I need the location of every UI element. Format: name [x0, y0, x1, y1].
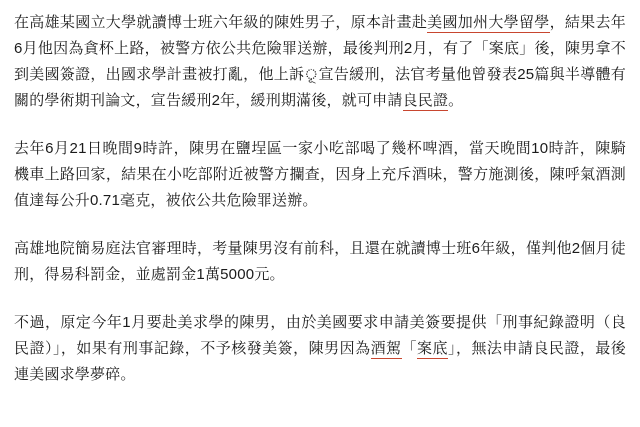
paragraph-text: 。 [448, 92, 464, 109]
paragraph-text: 去年6月21日晚間9時許，陳男在鹽埕區一家小吃部喝了幾杯啤酒，當天晚間10時許，陳騎機車上路回家，結果在小吃部附近被警方攔查，因身上充斥酒味，警方施測後，陳呼氣酒測值達每公升0.71毫克，被依公共危險罪送辦。 [14, 140, 626, 209]
paragraph [14, 10, 626, 114]
paragraph [14, 310, 626, 388]
inline-link[interactable]: 美國加州大學留學 [427, 14, 550, 31]
paragraph [14, 236, 626, 288]
paragraph-text: 不過，原定今年1月要赴美求學的陳男，由於美國要求申請美簽要提供「刑事紀錄證明（良民證）」，如果有刑事記錄，不予核發美簽，陳男因為 [14, 314, 626, 357]
paragraph-text: 「 [401, 340, 418, 357]
paragraph-text: 」，無法申請良民證，最後連美國求學夢碎。 [14, 340, 626, 383]
inline-link[interactable]: 良民證 [402, 92, 449, 109]
paragraph-text: 高雄地院簡易庭法官審理時，考量陳男沒有前科，且還在就讀博士班6年級，僅判他2個月徒刑，得易科罰金，並處罰金1萬5000元。 [14, 240, 626, 283]
paragraph-text: ，結果去年6月他因為貪杯上路，被警方依公共危險罪送辦，最後判刑2月，有了「案底」後，陳男拿不到美國簽證，出國求學計畫被打亂，他上訴ূ宣告緩刑，法官考量他曾發表25篇與半導體有關的學術期刊論文，宣告緩刑2年，緩刑期滿後，就可申請 [14, 14, 626, 109]
inline-link[interactable]: 案底 [417, 340, 448, 357]
paragraph-text: 在高雄某國立大學就讀博士班六年級的陳姓男子，原本計畫赴 [14, 14, 428, 31]
inline-link[interactable]: 酒駕 [370, 340, 402, 357]
paragraph [14, 136, 626, 214]
